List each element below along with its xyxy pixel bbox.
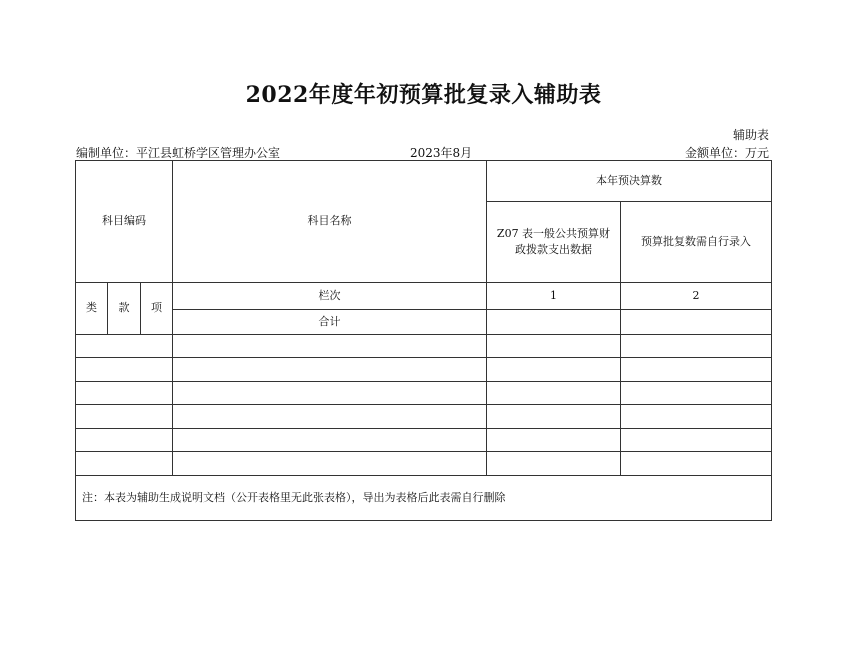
table-row bbox=[76, 382, 772, 405]
column-index-label: 栏次 bbox=[173, 283, 487, 310]
page-title: 2022年度年初预算批复录入辅助表 bbox=[245, 82, 602, 108]
value-cell-2 bbox=[621, 358, 772, 382]
code-cell bbox=[76, 382, 173, 405]
value-cell-2 bbox=[621, 452, 772, 476]
amount-unit: 金额单位：万元 bbox=[684, 146, 769, 160]
value-cell-2 bbox=[621, 405, 772, 429]
name-cell bbox=[173, 335, 487, 358]
name-cell bbox=[173, 405, 487, 429]
value-cell-2 bbox=[621, 429, 772, 452]
category-kuan-header: 款 bbox=[108, 283, 141, 335]
value-cell-2 bbox=[621, 382, 772, 405]
name-cell bbox=[173, 429, 487, 452]
table-row bbox=[76, 405, 772, 429]
code-cell bbox=[76, 358, 173, 382]
total-label: 合计 bbox=[173, 310, 487, 335]
annual-budget-header: 本年预决算数 bbox=[487, 161, 772, 202]
report-date: 2023年8月 bbox=[410, 146, 473, 160]
approved-budget-header: 预算批复数需自行录入 bbox=[621, 202, 772, 283]
value-cell-1 bbox=[487, 452, 621, 476]
code-cell bbox=[76, 429, 173, 452]
column-index-2: 2 bbox=[621, 283, 772, 310]
column-index-1: 1 bbox=[487, 283, 621, 310]
value-cell-1 bbox=[487, 429, 621, 452]
table-row bbox=[76, 358, 772, 382]
category-lei-header: 类 bbox=[76, 283, 108, 335]
aux-table-label: 辅助表 bbox=[732, 128, 769, 142]
value-cell-1 bbox=[487, 405, 621, 429]
compiling-unit: 编制单位：平江县虹桥学区管理办公室 bbox=[76, 146, 281, 160]
name-cell bbox=[173, 358, 487, 382]
subject-code-header: 科目编码 bbox=[76, 161, 173, 283]
name-cell bbox=[173, 452, 487, 476]
code-cell bbox=[76, 405, 173, 429]
table-note: 注：本表为辅助生成说明文档（公开表格里无此张表格），导出为表格后此表需自行删除 bbox=[76, 476, 772, 521]
total-cell-2 bbox=[621, 310, 772, 335]
table-row bbox=[76, 429, 772, 452]
name-cell bbox=[173, 382, 487, 405]
value-cell-1 bbox=[487, 358, 621, 382]
value-cell-2 bbox=[621, 335, 772, 358]
subject-name-header: 科目名称 bbox=[173, 161, 487, 283]
table-row bbox=[76, 335, 772, 358]
table-row bbox=[76, 452, 772, 476]
total-cell-1 bbox=[487, 310, 621, 335]
code-cell bbox=[76, 452, 173, 476]
category-xiang-header: 项 bbox=[141, 283, 173, 335]
value-cell-1 bbox=[487, 335, 621, 358]
code-cell bbox=[76, 335, 173, 358]
value-cell-1 bbox=[487, 382, 621, 405]
z07-data-header: Z07 表一般公共预算财政拨款支出数据 bbox=[487, 202, 621, 283]
budget-table bbox=[75, 160, 772, 521]
